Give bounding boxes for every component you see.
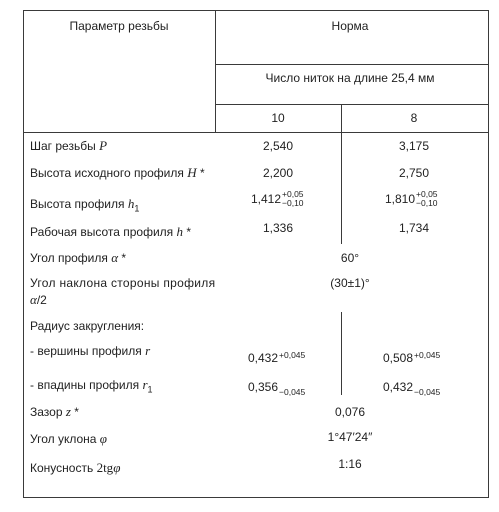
pitch-value-8: 3,175: [398, 139, 430, 153]
taper-value: 1:16: [338, 457, 362, 471]
row-work-height-label: Рабочая высота профиля h *: [30, 224, 192, 239]
header-bottom-divider: [23, 132, 489, 133]
profile-angle-value: 60°: [340, 251, 360, 265]
header-col-8: 8: [410, 111, 418, 125]
threads-divider: [215, 104, 489, 105]
row-pitch-label: Шаг резьбы P: [30, 138, 108, 153]
orig-height-value-10: 2,200: [262, 166, 294, 180]
slope-value: 1°47′24″: [327, 430, 373, 444]
flank-angle-value: (30±1)°: [330, 276, 370, 290]
pitch-value-10: 2,540: [262, 139, 294, 153]
header-parameter: Параметр резьбы: [69, 19, 169, 33]
row-crest-label: - вершины профиля r: [30, 343, 151, 358]
row-profile-angle-label: Угол профиля α *: [30, 250, 127, 265]
gap-value: 0,076: [334, 405, 366, 419]
table-border-top: [23, 10, 489, 11]
profile-height-value-10: 1,412 +0,05 −0,10: [251, 189, 304, 208]
column-divider-upper: [341, 104, 342, 244]
work-height-value-8: 1,734: [398, 221, 430, 235]
row-orig-height-label: Высота исходного профиля H *: [30, 165, 205, 180]
row-flank-angle-label-line1: Угол наклона стороны профиля: [30, 276, 216, 290]
header-threads-caption: Число ниток на длине 25,4 мм: [265, 71, 435, 85]
row-taper-label: Конусность 2tgφ: [30, 460, 121, 475]
table-border-right: [488, 10, 489, 498]
row-gap-label: Зазор z *: [30, 404, 79, 419]
row-profile-height-label: Высота профиля $h_1$: [30, 196, 140, 214]
norm-divider: [215, 64, 489, 65]
row-flank-angle-label-line2: α/2: [30, 292, 47, 307]
column-divider-lower: [341, 312, 342, 395]
table-border-bottom: [23, 497, 489, 498]
row-radius-label: Радиус закругления:: [30, 319, 145, 333]
header-norm: Норма: [331, 19, 369, 33]
row-slope-label: Угол уклона φ: [30, 431, 107, 446]
root-value-10: $0,356_{-0,045}$: [248, 380, 306, 397]
header-divider-vertical: [215, 10, 216, 133]
crest-value-10: $0,432^{+0,045}$: [248, 350, 306, 365]
root-value-8: $0,432_{-0,045}$: [383, 380, 441, 397]
table-border-left: [23, 10, 24, 498]
work-height-value-10: 1,336: [262, 221, 294, 235]
profile-height-value-8: 1,810 +0,05 −0,10: [385, 189, 438, 208]
crest-value-8: $0,508^{+0,045}$: [383, 350, 441, 365]
orig-height-value-8: 2,750: [398, 166, 430, 180]
header-col-10: 10: [271, 111, 285, 125]
row-root-label: - впадины профиля $r_1$: [30, 377, 153, 395]
